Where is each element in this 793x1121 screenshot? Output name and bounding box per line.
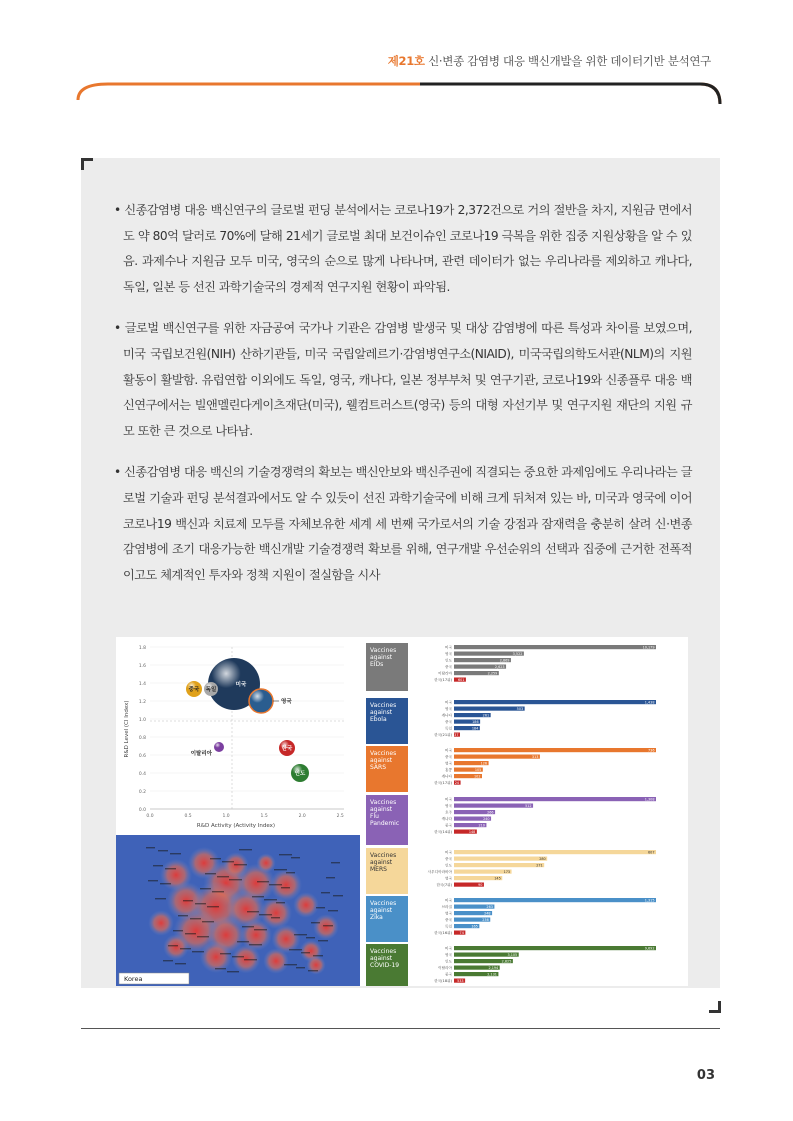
bar — [454, 946, 656, 950]
bar-value: 90 — [478, 882, 483, 887]
node-label-mark — [279, 854, 292, 855]
bubble-label: 영국 — [281, 699, 292, 705]
node-label-mark — [259, 914, 272, 915]
country-label: 사우디아라비아 — [427, 870, 452, 874]
bar-value: 271 — [536, 863, 543, 868]
bar-value: 607 — [648, 850, 655, 855]
country-label: 영국 — [445, 911, 452, 916]
disease-label: Vaccines — [370, 750, 397, 757]
node-label-mark — [294, 934, 307, 935]
bar-value: 240 — [483, 816, 490, 821]
bar-panels — [366, 643, 656, 986]
disease-label: against — [370, 654, 393, 661]
country-label: 한국(17위) — [434, 678, 452, 682]
bar — [454, 857, 547, 861]
y-tick-label: 0.8 — [138, 736, 146, 741]
corner-mark-top-left — [81, 158, 93, 170]
analysis-figure — [116, 637, 688, 986]
node-label-mark — [331, 862, 340, 863]
node-label-mark — [308, 970, 318, 971]
node-label-mark — [254, 929, 267, 930]
bar-value: 3,105 — [507, 952, 518, 957]
footer-rule — [81, 1028, 720, 1029]
bullet-item: • 신종감염병 대응 백신연구의 글로벌 펀딩 분석에서는 코로나19가 2,372건으로 거의 절반을 차지, 지원금 면에서도 약 80억 달러로 70%에 달해 21세기 글로벌 최대 보건이슈인 코로나19 극복을 위한 집중 지원상황을 알 수 있음. 과제수나 지원금 모두 미국, 영국의 순으로 많게 나타나며, 관련 데이터가 없는 우리나라를 제외하고 캐나다, 독일, 일본 등 선진 과학기술국의 경제적 연구지원 현황이 파악됨. — [114, 203, 692, 294]
bar-value: 24 — [454, 780, 460, 785]
node-label-mark — [289, 949, 302, 950]
country-label: 미국 — [445, 850, 452, 855]
node-label-mark — [323, 925, 333, 926]
heat-blob — [313, 914, 339, 940]
country-label: 홍콩 — [445, 768, 452, 772]
disease-label: Vaccines — [370, 900, 397, 907]
bar-value: 1,438 — [644, 700, 655, 705]
node-label-mark — [192, 951, 204, 952]
disease-label: SARS — [370, 764, 387, 771]
node-label-mark — [207, 906, 219, 907]
node-label-mark — [249, 944, 262, 945]
country-label: 독일 — [445, 726, 452, 731]
bar-value: 503 — [516, 706, 524, 711]
bar — [454, 645, 656, 649]
figure-canvas — [116, 637, 688, 986]
report-title: 신·변종 감염병 대응 백신개발을 위한 데이터기반 분석연구 — [428, 54, 711, 68]
node-label-mark — [202, 921, 214, 922]
disease-label: Flu — [370, 813, 379, 820]
node-label-mark — [185, 933, 196, 934]
node-label-mark — [271, 917, 280, 918]
country-label: 영국 — [445, 652, 452, 656]
bar-value: 263 — [486, 904, 493, 909]
bar-value: 261 — [482, 713, 490, 718]
node-label-mark — [311, 922, 320, 923]
bubble-label: 중국 — [188, 687, 200, 693]
node-label-mark — [232, 956, 244, 957]
bullet-item: • 신종감염병 대응 백신의 기술경쟁력의 확보는 백신안보와 백신주권에 직결되는 중요한 과제임에도 우리나라는 글로벌 기술과 펀딩 분석결과에서도 알 수 있듯이 선진 과학기술국에 비해 크게 뒤처져 있는 바, 미국과 영국에 이어 코로나19 백신과 치료제 모두를 자체보유한 세계 세 번째 국가로서의 기술 강점과 잠재력을 충분히 살려 신·변종 감염병에 조기 대응가능한 백신개발 기술경쟁력 확보를 위해, 연구개발 우선순위의 선택과 집중에 근거한 전폭적이고도 체계적인 투자와 정책 지원이 절실함을 시사 — [114, 465, 692, 582]
node-label-mark — [333, 895, 343, 896]
node-label-mark — [239, 849, 252, 850]
bubble-shine — [249, 689, 273, 713]
disease-label: MERS — [370, 866, 387, 873]
bubble-label: 미국 — [235, 682, 247, 688]
node-label-mark — [170, 853, 181, 854]
header-curve — [0, 72, 793, 112]
disease-label: COVID-19 — [370, 962, 400, 969]
node-label-mark — [200, 888, 211, 889]
bar-value: 37 — [454, 732, 459, 737]
bar-value: 2,194 — [488, 965, 499, 970]
disease-label: Zika — [370, 914, 383, 921]
node-label-mark — [148, 880, 158, 881]
country-label: 한국(7위) — [436, 883, 452, 887]
bar-value: 266 — [487, 810, 494, 815]
x-tick-label: 1.5 — [260, 814, 268, 819]
country-label: 중국 — [445, 823, 452, 828]
heat-blob — [263, 948, 289, 974]
bar — [454, 755, 540, 759]
node-label-mark — [183, 900, 193, 901]
bar-value: 210 — [478, 823, 485, 828]
heat-blob — [163, 934, 189, 960]
y-tick-label: 0.0 — [138, 808, 146, 813]
bullet-item: • 글로벌 백신연구를 위한 자금공여 국가나 기관은 감염병 발생국 및 대상 감염병에 따른 특성과 차이를 보였으며, 미국 국립보건원(NIH) 산하기관들, 미국 국립알레르기·감염병연구소(NIAID), 미국국립의학도서관(NLM)의 지원활동이 활발함. 유럽연합 이외에도 독일, 영국, 캐나다, 일본 정부부처 및 연구기관, 코로나19와 신종플루 대응 백신연구에서는 빌앤멜린다게이츠재단(미국), 웰컴트러스트(영국) 등의 대형 자선기부 및 연구지원 재단의 지원 규모 또한 큰 것으로 나타남. — [114, 321, 692, 438]
bar-value: 533 — [457, 978, 464, 983]
node-label-mark — [326, 877, 335, 878]
y-tick-label: 1.6 — [138, 664, 146, 669]
node-label-mark — [158, 850, 168, 851]
x-tick-label: 1.0 — [222, 814, 230, 819]
node-label-mark — [318, 940, 328, 941]
bar-value: 3,522 — [512, 651, 523, 656]
country-label: 호주 — [445, 810, 452, 815]
node-label-mark — [284, 964, 297, 965]
node-label-mark — [210, 858, 221, 859]
country-label: 영국 — [445, 707, 452, 711]
bar-value: 2,869 — [499, 658, 510, 663]
y-tick-label: 1.8 — [138, 646, 146, 651]
bar-value: 74 — [459, 930, 464, 935]
disease-label: against — [370, 806, 393, 813]
node-label-mark — [316, 907, 325, 908]
node-label-mark — [197, 936, 209, 937]
bubble-label: 이탈리아 — [190, 751, 212, 757]
country-label: 인도 — [445, 658, 452, 663]
country-label: 미국 — [445, 898, 452, 903]
node-label-mark — [146, 847, 155, 848]
country-label: 한국(16위) — [434, 931, 452, 935]
country-label: 캐나다 — [441, 713, 452, 718]
node-label-mark — [195, 903, 206, 904]
x-tick-label: 0.5 — [184, 814, 192, 819]
header-title — [388, 53, 711, 69]
country-label: 한국(14위) — [434, 830, 452, 834]
disease-label: Vaccines — [370, 799, 397, 806]
node-label-mark — [234, 864, 247, 865]
bar-value: 1,308 — [644, 797, 655, 802]
bar-value: 280 — [539, 856, 546, 861]
country-label: 캐나다 — [441, 774, 452, 779]
country-label: 한국(21위) — [434, 733, 452, 737]
node-label-mark — [286, 872, 295, 873]
country-label: 브라질 — [441, 905, 452, 909]
bar-value: 9,692 — [644, 946, 655, 951]
node-label-mark — [274, 869, 287, 870]
country-label: 중국 — [445, 665, 452, 669]
bubble-chart — [116, 637, 360, 833]
node-label-mark — [212, 891, 224, 892]
node-label-mark — [190, 918, 201, 919]
country-label: 중국 — [445, 720, 452, 724]
bar-value: 186 — [472, 719, 479, 724]
country-label: 미국 — [445, 700, 452, 705]
node-label-mark — [301, 952, 310, 953]
node-label-mark — [160, 883, 171, 884]
country-label: 캐나다 — [441, 817, 452, 821]
node-label-mark — [313, 955, 323, 956]
y-axis-title: R&D Level (CI Index) — [124, 700, 130, 758]
country-label: 한국(17위) — [434, 781, 452, 785]
node-label-mark — [247, 911, 259, 912]
disease-label: Vaccines — [370, 852, 397, 859]
heat-blob — [256, 853, 275, 872]
country-label: 중국 — [445, 857, 452, 861]
node-label-mark — [237, 941, 249, 942]
country-label: 인도 — [445, 959, 452, 964]
country-label: 이탈리아 — [438, 671, 452, 676]
country-label: 독일 — [445, 924, 452, 929]
node-label-mark — [276, 902, 285, 903]
country-label: 한국(18위) — [434, 979, 452, 983]
node-label-mark — [252, 896, 264, 897]
bar-value: 601 — [457, 677, 465, 682]
node-label-mark — [175, 963, 186, 964]
node-label-mark — [306, 937, 315, 938]
node-label-mark — [155, 898, 166, 899]
bar-value: 248 — [484, 911, 491, 916]
disease-label: Vaccines — [370, 647, 397, 654]
heat-blob — [293, 892, 319, 918]
country-label: 영국 — [445, 876, 452, 881]
node-label-mark — [227, 971, 239, 972]
issue-number: 제21호 — [387, 54, 425, 68]
bar — [454, 700, 656, 704]
node-label-mark — [269, 884, 282, 885]
node-label-mark — [215, 968, 226, 969]
x-tick-label: 2.0 — [298, 814, 306, 819]
node-label-mark — [281, 887, 290, 888]
country-label: 영국 — [445, 761, 452, 766]
bubble-label: 인도 — [294, 771, 306, 777]
bar-value: 2,623 — [494, 664, 505, 669]
network-heatmap — [116, 835, 360, 986]
bar — [454, 898, 656, 902]
y-tick-label: 1.2 — [138, 700, 146, 705]
corner-mark-bottom-right — [709, 1001, 721, 1013]
bar — [454, 748, 656, 752]
x-tick-label: 2.5 — [336, 814, 344, 819]
bar-value: 105 — [474, 767, 482, 772]
country-label: 이탈리아 — [438, 966, 452, 970]
node-label-mark — [229, 879, 242, 880]
node-label-mark — [242, 926, 254, 927]
country-label: 미국 — [445, 797, 452, 802]
country-label: 영국 — [445, 953, 452, 957]
disease-label: Vaccines — [370, 948, 397, 955]
bar — [454, 863, 544, 867]
node-label-mark — [321, 892, 330, 893]
node-label-mark — [291, 857, 300, 858]
map-label: Korea — [124, 975, 143, 983]
node-label-mark — [173, 930, 183, 931]
bar — [454, 797, 656, 801]
bar — [454, 804, 533, 808]
disease-label: Vaccines — [370, 702, 397, 709]
node-label-mark — [328, 910, 338, 911]
disease-label: EIDs — [370, 661, 384, 668]
country-label: 인도 — [445, 863, 452, 868]
node-label-mark — [205, 873, 216, 874]
bubble-label: 독일 — [205, 687, 217, 693]
disease-label: against — [370, 907, 393, 914]
bar-value: 236 — [482, 917, 489, 922]
node-label-mark — [264, 899, 277, 900]
node-label-mark — [178, 915, 188, 916]
heat-blob — [148, 910, 174, 936]
y-tick-label: 1.0 — [138, 718, 146, 723]
node-label-mark — [257, 881, 269, 882]
bar-value: 148 — [468, 829, 476, 834]
disease-label: against — [370, 955, 393, 962]
node-label-mark — [153, 865, 163, 866]
bubble-shine — [214, 742, 224, 752]
node-label-mark — [165, 868, 176, 869]
disease-label: Pandemic — [370, 820, 400, 827]
disease-label: against — [370, 709, 393, 716]
bar-value: 2,259 — [487, 671, 498, 676]
disease-label: against — [370, 757, 393, 764]
node-label-mark — [220, 953, 231, 954]
bar-value: 313 — [531, 754, 539, 759]
bar-value: 145 — [494, 876, 501, 881]
bar-value: 173 — [503, 869, 511, 874]
heat-blob — [306, 955, 325, 974]
country-label: 미국 — [445, 748, 452, 753]
bar-value: 2,131 — [487, 972, 497, 977]
node-label-mark — [217, 876, 229, 877]
disease-label: Ebola — [370, 716, 387, 723]
bar-value: 184 — [471, 726, 479, 731]
bar — [454, 850, 656, 854]
node-label-mark — [296, 967, 305, 968]
y-tick-label: 0.6 — [138, 754, 146, 759]
bar — [454, 707, 525, 711]
bar-value: 512 — [525, 803, 532, 808]
x-axis-title: R&D Activity (Activity Index) — [196, 823, 276, 829]
y-tick-label: 1.4 — [138, 682, 146, 687]
country-label: 미국 — [445, 946, 452, 951]
bar-value: 10,179 — [642, 645, 655, 650]
bar-value: 102 — [474, 774, 481, 779]
node-label-mark — [163, 960, 173, 961]
bar-value: 1,315 — [644, 898, 655, 903]
node-label-mark — [222, 861, 234, 862]
y-tick-label: 0.4 — [138, 772, 146, 777]
node-label-mark — [180, 948, 191, 949]
y-tick-label: 0.2 — [138, 790, 146, 795]
x-tick-label: 0.0 — [146, 814, 154, 819]
bar-value: 165 — [471, 924, 478, 929]
country-label: 미국 — [445, 645, 452, 650]
node-label-mark — [244, 959, 257, 960]
bar-value: 126 — [480, 761, 488, 766]
summary-bullets — [114, 198, 692, 604]
country-label: 영국 — [445, 804, 452, 808]
bar-value: 736 — [648, 748, 655, 753]
page-number: 03 — [696, 1068, 715, 1083]
bubble-label: 한국 — [281, 746, 293, 752]
country-label: 중국 — [445, 755, 452, 759]
country-label: 중국 — [445, 972, 452, 977]
bar-value: 2,825 — [501, 959, 512, 964]
disease-label: against — [370, 859, 393, 866]
country-label: 중국 — [445, 918, 452, 922]
node-label-mark — [168, 945, 178, 946]
